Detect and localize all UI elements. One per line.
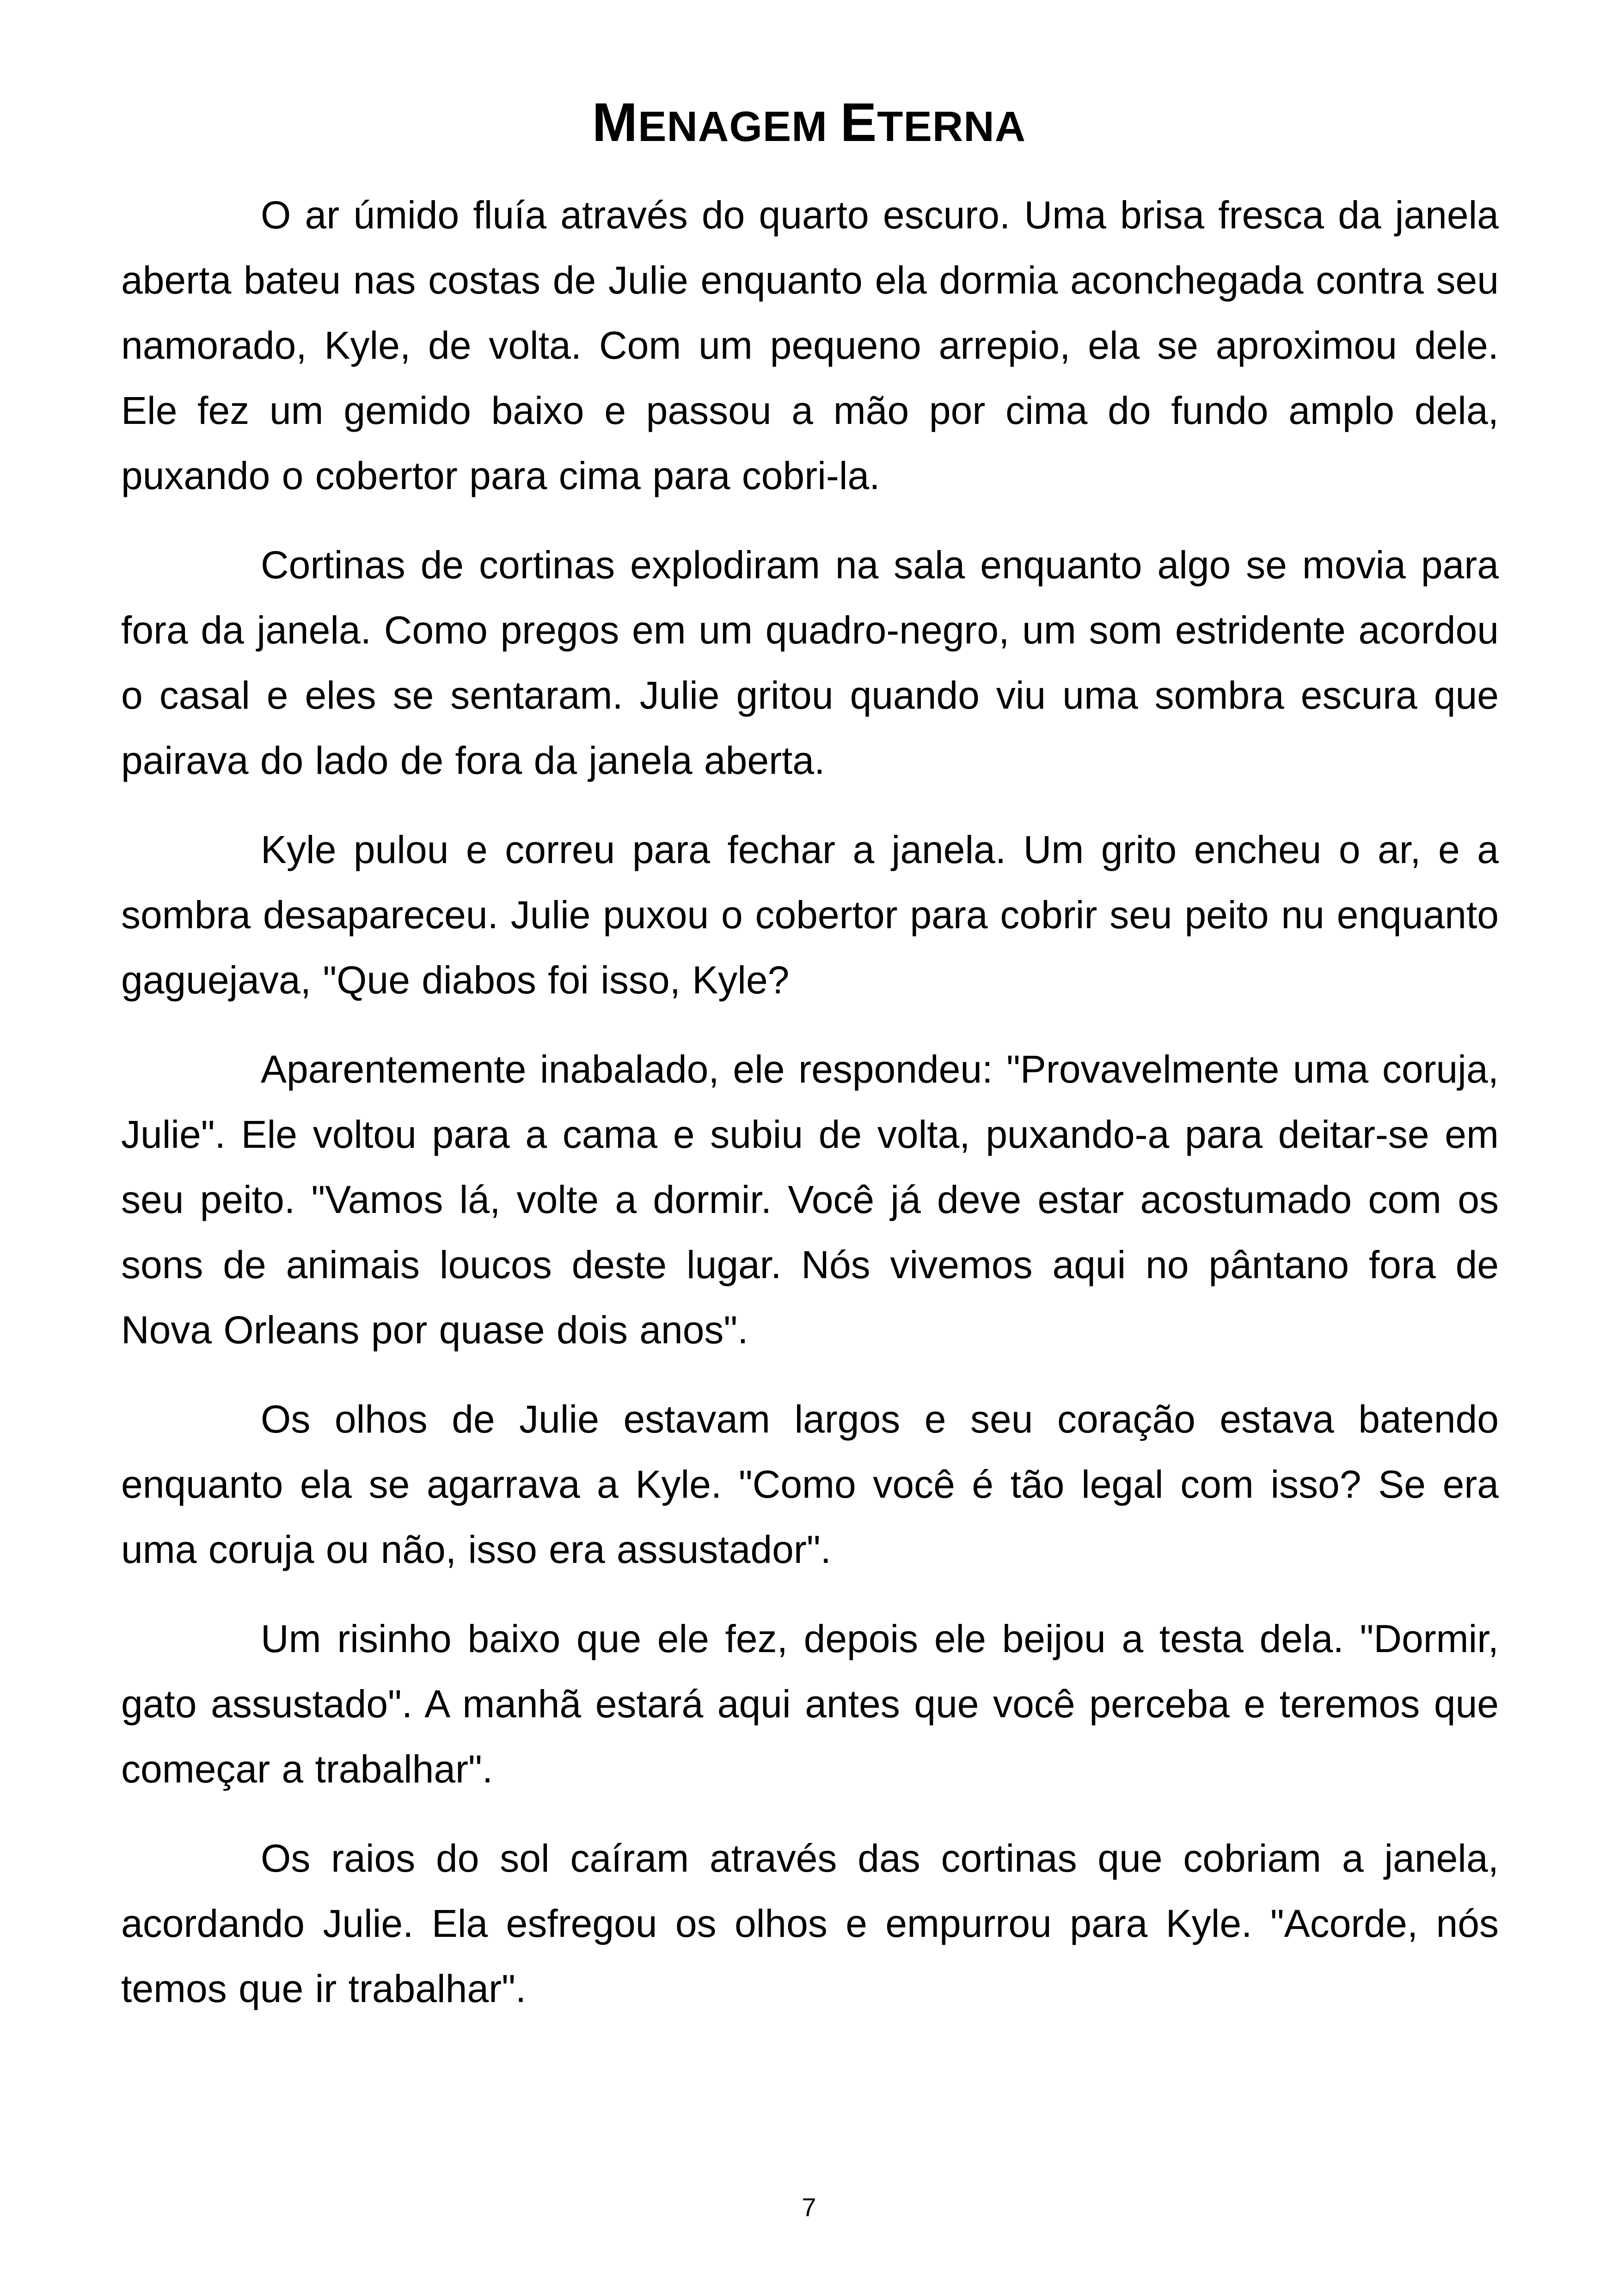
paragraph-4: Aparentemente inabalado, ele respondeu: "Provavelmente uma coruja, Julie". Ele voltou para a cama e subiu de volta, puxando-a para deitar-se em seu peito. "Vamos lá, volte a dormir. Você já deve estar acostumado com os sons de animais loucos deste lugar. Nós vivemos aqui no pântano fora de Nova Orleans por quase dois anos". <box>121 1047 1499 1352</box>
paragraph-5: Os olhos de Julie estavam largos e seu coração estava batendo enquanto ela se agarrava a Kyle. "Como você é tão legal com isso? Se era uma coruja ou não, isso era assustador". <box>121 1397 1499 1571</box>
title-word-2-rest: TERNA <box>877 103 1026 150</box>
paragraph-3: Kyle pulou e correu para fechar a janela. Um grito encheu o ar, e a sombra desapareceu. Julie puxou o cobertor para cobrir seu peito nu enquanto gaguejava, "Que diabos foi isso, Kyle? <box>121 828 1499 1002</box>
paragraph-7: Os raios do sol caíram através das cortinas que cobriam a janela, acordando Julie. Ela esfregou os olhos e empurrou para Kyle. "Acorde, nós temos que ir trabalhar". <box>121 1837 1499 2010</box>
paragraph-6: Um risinho baixo que ele fez, depois ele beijou a testa dela. "Dormir, gato assustado". A manhã estará aqui antes que você perceba e teremos que começar a trabalhar". <box>121 1617 1499 1791</box>
paragraph-2: Cortinas de cortinas explodiram na sala enquanto algo se movia para fora da janela. Como pregos em um quadro-negro, um som estridente acordou o casal e eles se sentaram. Julie gritou quando viu uma sombra escura que pairava do lado de fora da janela aberta. <box>121 543 1499 782</box>
paragraph-1: O ar úmido fluía através do quarto escuro. Uma brisa fresca da janela aberta bateu nas costas de Julie enquanto ela dormia aconchegada contra seu namorado, Kyle, de volta. Com um pequeno arrepio, ela se aproximou dele. Ele fez um gemido baixo e passou a mão por cima do fundo amplo dela, puxando o cobertor para cima para cobri-la. <box>121 193 1499 497</box>
title-word-1-initial: M <box>592 92 638 153</box>
chapter-title <box>0 88 1618 161</box>
title-word-1-rest: ENAGEM <box>638 103 827 150</box>
title-word-2-initial: E <box>840 92 877 153</box>
body-text <box>121 183 1499 2045</box>
page-number: 7 <box>802 2192 816 2222</box>
